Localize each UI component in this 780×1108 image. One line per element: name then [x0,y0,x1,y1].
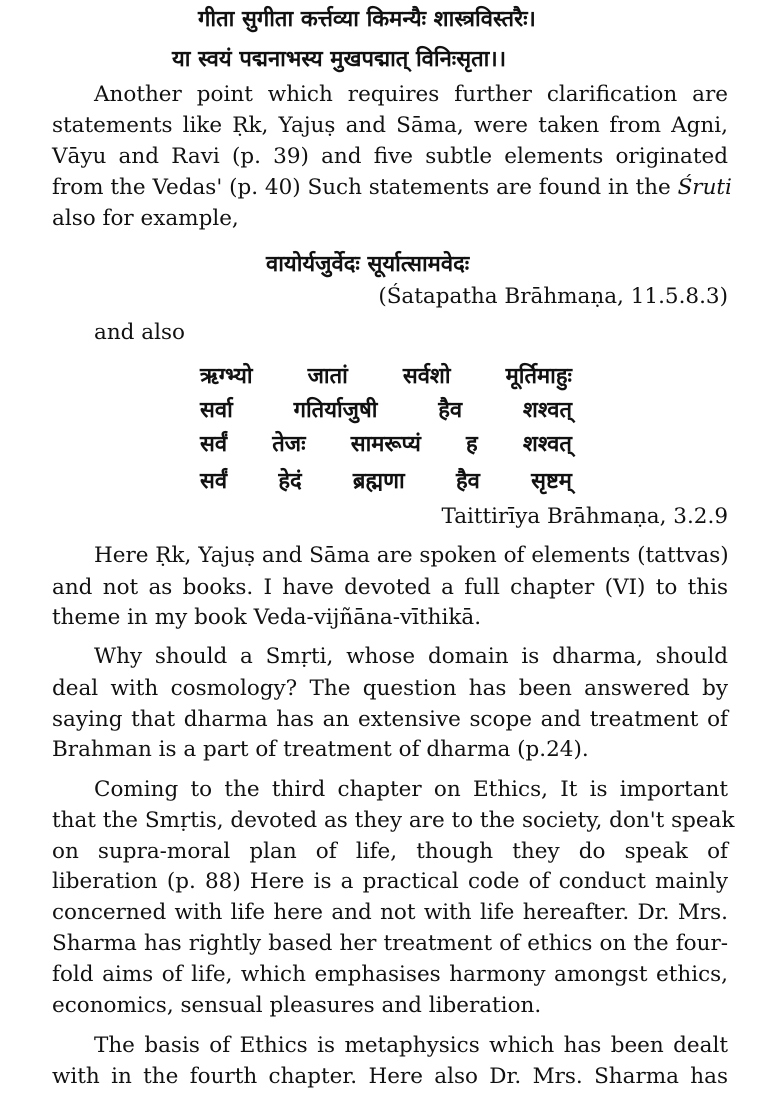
verse-word: हेदं [278,469,302,494]
text-line: on supra-moral plan of life, though they do speak of [52,839,728,864]
verse-word: जातां [307,364,348,389]
text-line: saying that dharma has an extensive scope and treatment of [52,707,728,732]
verse-word: सर्वशो [402,364,451,389]
verse-word: ह [466,432,478,457]
text-line: also for example, [52,206,239,231]
verse-word: हैव [438,398,463,423]
verse-word: गतिर्याजुषी [293,398,378,423]
citation: (Śatapatha Brāhmaṇa, 11.5.8.3) [378,284,728,309]
text-line: liberation (p. 88) Here is a practical code of conduct mainly [52,869,728,894]
text-line: economics, sensual pleasures and liberation. [52,993,542,1018]
text-line: theme in my book Veda-vijñāna-vīthikā. [52,605,482,630]
text-line: that the Smṛtis, devoted as they are to the society, don't speak [52,808,735,833]
verse-word: हैव [455,469,480,494]
text-line: Brahman is a part of treatment of dharma (p.24). [52,737,589,762]
text-line [52,172,732,203]
verse-word: सर्वं [200,469,228,494]
text-line: fold aims of life, which emphasises harmony amongst ethics, [52,962,728,987]
text-line: Coming to the third chapter on Ethics, It is important [94,777,728,802]
text-line: Sharma has rightly based her treatment of ethics on the four- [52,931,728,956]
verse-word: सर्वा [200,398,233,423]
verse-word: मूर्तिमाहुः [505,364,572,389]
verse-row [200,465,572,499]
text-line: concerned with life here and not with life hereafter. Dr. Mrs. [52,900,728,925]
verse-word: ऋग्भ्यो [200,364,253,389]
verse-word: सर्वं [200,432,228,457]
sanskrit-line: गीता सुगीता कर्त्तव्या किमन्यैः शास्त्रविस्तरैः। [198,7,536,32]
text-line: with in the fourth chapter. Here also Dr. Mrs. Sharma has [52,1064,728,1089]
text-line: deal with cosmology? The question has been answered by [52,676,728,701]
verse-word: शश्वत् [522,398,572,423]
sanskrit-line: या स्वयं पद्मनाभस्य मुखपद्मात् विनिःसृता।। [172,47,507,72]
text-line: The basis of Ethics is metaphysics which has been dealt [94,1033,728,1058]
verse-word: सृष्टम् [531,469,572,494]
sanskrit-quote: वायोर्यजुर्वेदः सूर्यात्सामवेदः [266,252,470,277]
text-line: and also [94,320,185,345]
verse-row [200,360,572,394]
verse-row [200,394,572,428]
text-segment: from the Vedas' (p. 40) Such statements are found in the [52,175,678,200]
text-line: and not as books. I have devoted a full chapter (VI) to this [52,575,728,600]
verse-word: तेजः [272,432,306,457]
text-line: Another point which requires further clarification are [94,82,728,107]
citation: Taittirīya Brāhmaṇa, 3.2.9 [441,504,728,529]
text-line: Here Ṛk, Yajuṣ and Sāma are spoken of elements (tattvas) [94,543,729,568]
verse-word: सामरूप्यं [350,432,421,457]
text-line: Vāyu and Ravi (p. 39) and five subtle elements originated [52,144,728,169]
text-line: statements like Ṛk, Yajuṣ and Sāma, were taken from Agni, [52,113,728,138]
verse-word: ब्रह्मणा [352,469,405,494]
italic-term: Śruti [677,175,732,200]
verse-word: शश्वत् [522,432,572,457]
verse-row [200,428,572,462]
text-line: Why should a Smṛti, whose domain is dharma, should [94,644,728,669]
